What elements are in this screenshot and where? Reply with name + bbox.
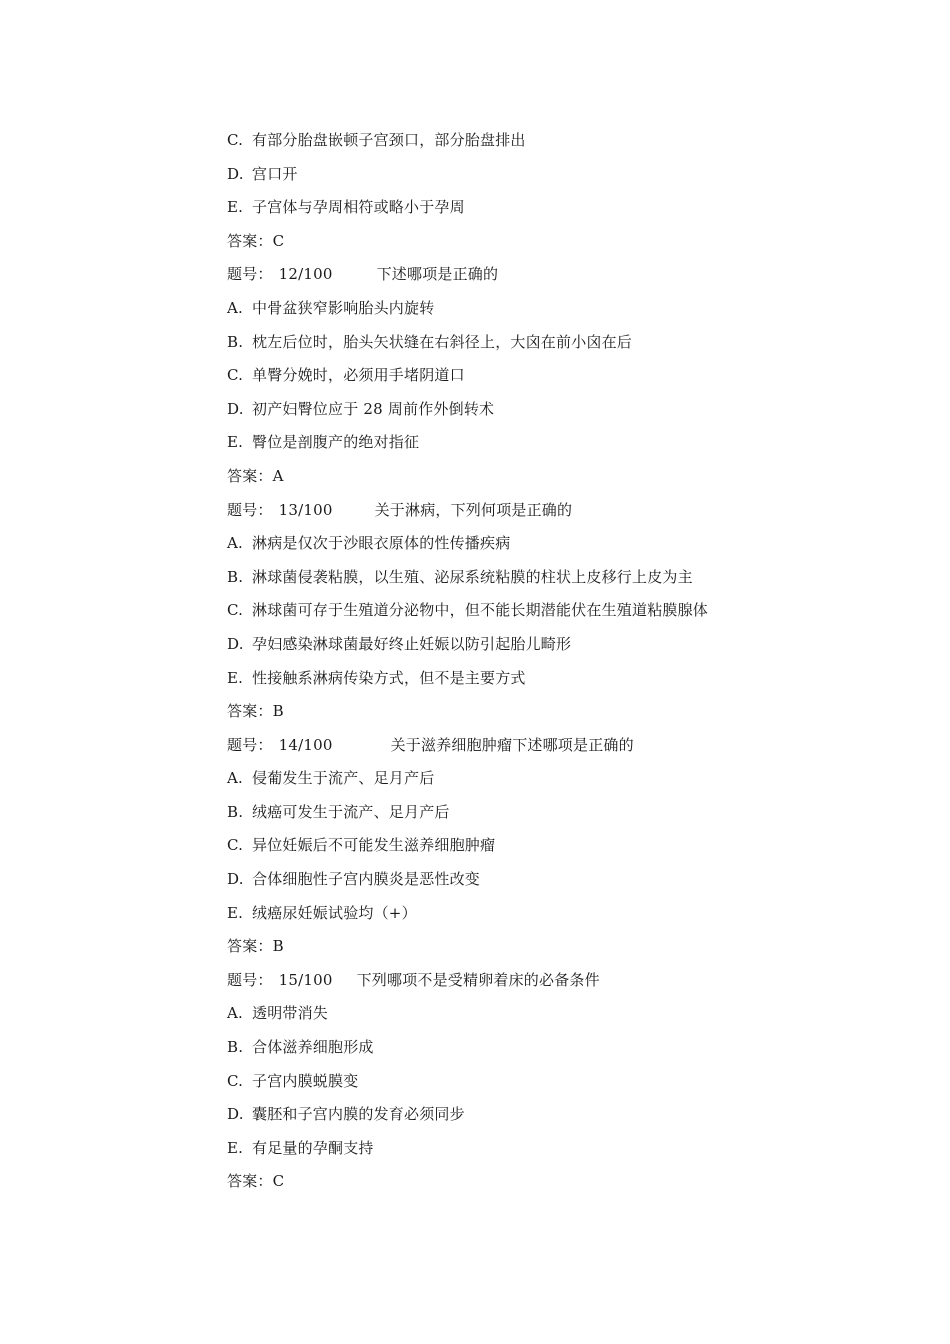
question-text: 下列哪项不是受精卵着床的必备条件 [356,970,600,989]
option-line [227,426,927,460]
option-line [227,594,927,628]
answer-line: 答案：B [227,937,284,956]
answer-line: 答案：C [227,231,285,250]
option-line [227,326,927,360]
option-text: 绒癌可发生于流产、足月产后 [252,802,450,821]
option-letter: D. [227,164,244,183]
option-letter: A. [227,534,244,553]
option-letter: C. [227,836,244,855]
option-line [227,897,927,931]
option-text: 异位妊娠后不可能发生滋养细胞肿瘤 [252,836,496,855]
option-line [227,628,927,662]
option-line [227,158,927,192]
option-letter: E. [227,668,244,687]
option-line [227,359,927,393]
option-text: 合体滋养细胞形成 [252,1038,374,1057]
question-label: 题号： [227,735,273,754]
option-text: 侵葡发生于流产、足月产后 [252,769,435,788]
question-number: 13/100 [278,500,333,519]
option-line [227,1031,927,1065]
option-text: 有部分胎盘嵌顿子宫颈口，部分胎盘排出 [252,131,526,149]
option-letter: E. [227,433,244,452]
option-line [227,1132,927,1166]
option-line [227,829,927,863]
option-text: 有足量的孕酮支持 [252,1138,374,1157]
option-text: 淋病是仅次于沙眼衣原体的性传播疾病 [252,534,511,553]
question-header [227,494,927,528]
option-text: 绒癌尿妊娠试验均（+） [252,903,417,922]
question-label: 题号： [227,500,273,519]
option-text: 臀位是剖腹产的绝对指征 [252,433,420,452]
option-letter: A. [227,769,244,788]
option-line [227,662,927,696]
question-label: 题号： [227,970,273,989]
option-letter: A. [227,1004,244,1023]
option-letter: E. [227,1138,244,1157]
option-text: 子宫内膜蜕膜变 [252,1071,359,1090]
document-page [227,124,927,1199]
option-letter: D. [227,399,244,418]
answer-line: 答案：B [227,702,284,721]
option-letter: B. [227,332,244,351]
question-text: 关于滋养细胞肿瘤下述哪项是正确的 [390,735,634,754]
option-text: 淋球菌侵袭粘膜，以生殖、泌尿系统粘膜的柱状上皮移行上皮为主 [252,567,693,586]
question-header [227,964,927,998]
option-letter: D. [227,634,244,653]
question-text: 关于淋病，下列何项是正确的 [374,500,573,519]
option-line [227,527,927,561]
option-letter: E. [227,198,244,217]
option-letter: B. [227,802,244,821]
option-letter: C. [227,366,244,385]
option-text: 枕左后位时，胎头矢状缝在右斜径上，大囟在前小囟在后 [252,332,633,351]
option-letter: D. [227,870,244,889]
answer-line: 答案：C [227,1172,285,1191]
option-text: 透明带消失 [252,1004,329,1023]
option-text: 子宫体与孕周相符或略小于孕周 [252,198,465,217]
option-line [227,796,927,830]
option-text: 囊胚和子宫内膜的发育必须同步 [252,1105,465,1124]
option-line [227,1065,927,1099]
option-letter: A. [227,298,244,317]
option-letter: C. [227,601,244,620]
option-text: 淋球菌可存于生殖道分泌物中，但不能长期潜能伏在生殖道粘膜腺体 [252,601,709,620]
option-text: 性接触系淋病传染方式，但不是主要方式 [252,668,526,687]
option-letter: B. [227,1038,244,1057]
option-text: 孕妇感染淋球菌最好终止妊娠以防引起胎儿畸形 [252,634,572,653]
option-line [227,292,927,326]
option-letter: D. [227,1105,244,1124]
option-line [227,561,927,595]
question-number: 14/100 [278,735,333,754]
option-letter: B. [227,567,244,586]
question-number: 12/100 [278,265,333,284]
option-letter: C. [227,131,244,149]
option-text: 合体细胞性子宫内膜炎是恶性改变 [252,870,481,889]
option-text: 宫口开 [252,164,298,183]
option-text: 单臀分娩时，必须用手堵阴道口 [252,366,465,385]
option-letter: E. [227,903,244,922]
question-header [227,729,927,763]
option-line [227,1098,927,1132]
question-label: 题号： [227,265,273,284]
option-line [227,762,927,796]
option-text: 中骨盆狭窄影响胎头内旋转 [252,298,435,317]
option-text: 初产妇臀位应于 28 周前作外倒转术 [252,399,495,418]
answer-line: 答案：A [227,466,284,485]
question-number: 15/100 [278,970,333,989]
question-header [227,258,927,292]
option-line [227,124,927,158]
question-text: 下述哪项是正确的 [376,265,499,284]
option-letter: C. [227,1071,244,1090]
option-line [227,997,927,1031]
option-line [227,191,927,225]
option-line [227,393,927,427]
option-line [227,863,927,897]
